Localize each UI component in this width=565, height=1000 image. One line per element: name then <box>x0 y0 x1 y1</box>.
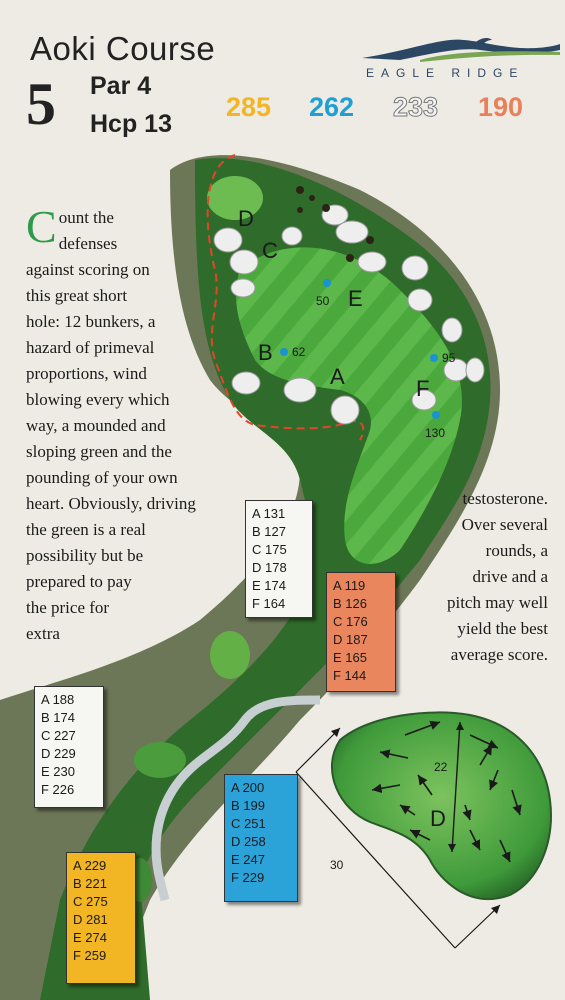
yardage-row: C 227 <box>41 728 76 743</box>
yardage-row: D 178 <box>252 560 287 575</box>
pin-label-f: F <box>416 376 430 401</box>
yardage-red: 190 <box>478 92 524 122</box>
yardage-row: D 258 <box>231 834 266 849</box>
yardage-row: F 164 <box>252 596 286 611</box>
yardage-row: F 144 <box>333 668 367 683</box>
yardage-table-blue <box>224 774 298 902</box>
pin-label-b: B <box>258 340 273 365</box>
yardage-row: E 174 <box>252 578 286 593</box>
description-line: heart. Obviously, driving <box>26 494 196 513</box>
yardage-row: E 274 <box>73 930 107 945</box>
yardage-row: A 188 <box>41 692 75 707</box>
yardage-row: E 165 <box>333 650 367 665</box>
description-line: pounding of your own <box>26 468 178 487</box>
yardage-row: A 229 <box>73 858 107 873</box>
description-line: blowing every which <box>26 390 170 409</box>
yardage-blue: 262 <box>309 92 355 122</box>
yardage-row: E 247 <box>231 852 265 867</box>
description-line: against scoring on <box>26 260 150 279</box>
yardage-table-white-top <box>245 500 313 618</box>
description-left <box>26 201 246 647</box>
yardage-table-red <box>326 572 396 692</box>
yard-marker-50: 50 <box>316 294 330 308</box>
yard-marker-95: 95 <box>442 351 456 365</box>
yardage-row: B 127 <box>252 524 286 539</box>
yard-marker-62: 62 <box>292 345 306 359</box>
yardage-row: F 226 <box>41 782 75 797</box>
yardage-row: A 200 <box>231 780 265 795</box>
yardage-row: D 229 <box>41 746 76 761</box>
pin-label-d: D <box>238 206 254 231</box>
description-line: extra <box>26 624 60 643</box>
yardage-row: D 281 <box>73 912 108 927</box>
yardage-table-white-left <box>34 686 104 808</box>
description-line: hazard of primeval <box>26 338 155 357</box>
yardage-row: F 229 <box>231 870 265 885</box>
description-line: defenses <box>58 234 118 253</box>
yardage-row: E 230 <box>41 764 75 779</box>
course-title: Aoki Course <box>30 30 216 67</box>
yardage-white: 233 <box>393 92 439 122</box>
description-line: this great short <box>26 286 128 305</box>
description-line: pitch may well <box>446 593 548 612</box>
green-pin-label-d: D <box>430 806 446 831</box>
yardage-row: C 175 <box>252 542 287 557</box>
hole-number: 5 <box>26 71 56 137</box>
yardage-row: B 126 <box>333 596 367 611</box>
description-line: proportions, wind <box>26 364 147 383</box>
description-line: testosterone. <box>462 489 548 508</box>
description-line: drive and a <box>472 567 548 586</box>
description-line: Over several <box>461 515 548 534</box>
description-line: sloping green and the <box>26 442 172 461</box>
dropcap: C <box>26 201 57 252</box>
pin-label-c: C <box>262 238 278 263</box>
description-line: possibility but be <box>26 546 144 565</box>
green-depth-label: 22 <box>434 760 448 774</box>
yardage-row: A 119 <box>333 578 366 593</box>
handicap-label: Hcp 13 <box>90 110 172 138</box>
yardage-row: B 221 <box>73 876 107 891</box>
yardage-row: B 199 <box>231 798 265 813</box>
description-line: way, a mounded and <box>26 416 166 435</box>
description-line: rounds, a <box>485 541 548 560</box>
description-line: prepared to pay <box>26 572 132 591</box>
yardage-row: C 275 <box>73 894 108 909</box>
yardage-row: B 174 <box>41 710 75 725</box>
pin-label-a: A <box>330 364 345 389</box>
description-line: average score. <box>450 645 548 664</box>
yardage-table-gold <box>66 852 136 984</box>
description-line: ount the <box>58 208 114 227</box>
yardage-row: D 187 <box>333 632 368 647</box>
yardage-row: C 176 <box>333 614 368 629</box>
par-label: Par 4 <box>90 72 152 100</box>
pin-label-e: E <box>348 286 363 311</box>
yardage-row: C 251 <box>231 816 266 831</box>
yardage-row: F 259 <box>73 948 107 963</box>
brand-name: EAGLE RIDGE <box>366 66 525 80</box>
yardage-row: A 131 <box>252 506 286 521</box>
yard-marker-130: 130 <box>425 426 446 440</box>
description-line: the green is a real <box>26 520 146 539</box>
green-width-label: 30 <box>330 858 344 872</box>
description-line: yield the best <box>457 619 548 638</box>
description-line: the price for <box>26 598 110 617</box>
yardage-gold: 285 <box>226 92 272 122</box>
description-right <box>398 486 548 668</box>
description-line: hole: 12 bunkers, a <box>26 312 156 331</box>
